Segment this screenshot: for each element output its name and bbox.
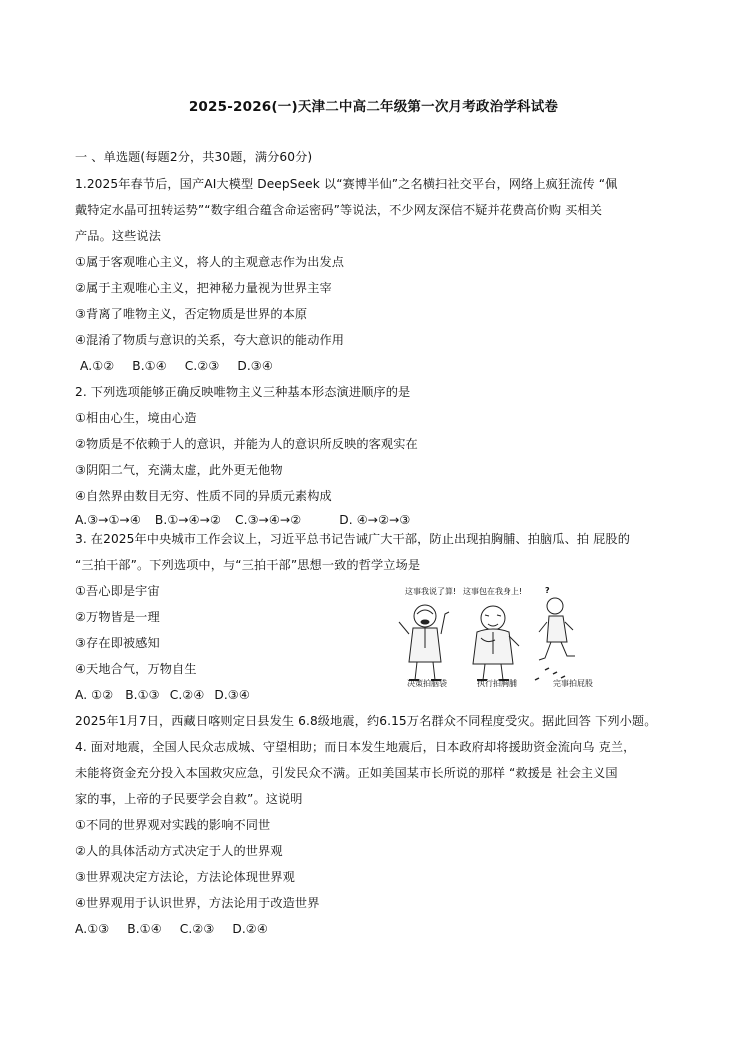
q3-stem-line2: “三拍干部”。下列选项中，与“三拍干部”思想一致的哲学立场是 [75, 558, 421, 572]
bubble-execute: 这事包在我身上! [463, 587, 523, 596]
bubble-decide: 这事我说了算! [405, 587, 457, 596]
cartoon-drawing [395, 584, 610, 690]
q4-item-2: ②人的具体活动方式决定于人的世界观 [75, 844, 283, 858]
q4-stem-line2: 未能将资金充分投入本国救灾应急，引发民众不满。正如美国某市长所说的那样 “救援是 社会主义国 [75, 766, 618, 780]
material-intro: 2025年1月7日，西藏日喀则定日县发生 6.8级地震，约6.15万名群众不同程度受灾。据此回答 下列小题。 [75, 714, 657, 728]
q2-options [75, 512, 424, 528]
q4-item-1: ①不同的世界观对实践的影响不同世 [75, 818, 271, 832]
q3-option-b: B.①③ [125, 688, 160, 702]
section-heading: 一 、单选题(每题2分，共30题，满分60分) [75, 150, 313, 164]
q3-option-c: C.②④ [169, 688, 205, 702]
q3-option-d: D.③④ [214, 688, 250, 702]
q2-item-1: ①相由心生，境由心造 [75, 411, 197, 425]
q2-stem: 2. 下列选项能够正确反映唯物主义三种基本形态演进顺序的是 [75, 385, 411, 399]
q2-option-d: D. ④→②→③ [339, 513, 411, 527]
q1-item-2: ②属于主观唯心主义，把神秘力量视为世界主宰 [75, 281, 332, 295]
q1-option-d: D.③④ [237, 359, 273, 373]
q4-option-b: B.①④ [127, 922, 162, 936]
q3-item-3: ③存在即被感知 [75, 636, 160, 650]
q2-option-c: C.③→④→② [235, 513, 302, 527]
q1-options [80, 358, 287, 374]
q4-item-3: ③世界观决定方法论，方法论体现世界观 [75, 870, 295, 884]
q1-item-3: ③背离了唯物主义，否定物质是世界的本原 [75, 307, 308, 321]
q4-option-c: C.②③ [179, 922, 215, 936]
q1-stem-line3: 产品。这些说法 [75, 229, 162, 243]
q1-option-b: B.①④ [132, 359, 167, 373]
q3-item-1: ①吾心即是宇宙 [75, 584, 160, 598]
q2-item-4: ④自然界由数目无穷、性质不同的异质元素构成 [75, 489, 332, 503]
q1-option-a: A.①② [80, 359, 115, 373]
q4-option-d: D.②④ [232, 922, 268, 936]
q2-option-a: A.③→①→④ [75, 513, 141, 527]
caption-finish: 完事拍屁股 [553, 679, 593, 688]
q4-option-a: A.①③ [75, 922, 110, 936]
three-pats-cartoon [395, 584, 610, 690]
bubble-question: ? [545, 586, 550, 595]
q3-option-a: A. ①② [75, 688, 114, 702]
q3-item-2: ②万物皆是一理 [75, 610, 160, 624]
caption-decide: 决策拍脑袋 [407, 679, 447, 688]
q3-stem-line1: 3. 在2025年中央城市工作会议上，习近平总书记告诫广大干部，防止出现拍胸脯、拍脑瓜、拍 屁股的 [75, 532, 630, 546]
q3-item-4: ④天地合气，万物自生 [75, 662, 197, 676]
exam-title: 2025-2026(一)天津二中高二年级第一次月考政治学科试卷 [188, 99, 559, 115]
q1-stem-line1: 1.2025年春节后，国产AI大模型 DeepSeek 以“赛博半仙”之名横扫社交平台，网络上疯狂流传 “佩 [75, 177, 618, 191]
q1-item-4: ④混淆了物质与意识的关系，夸大意识的能动作用 [75, 333, 345, 347]
q2-item-2: ②物质是不依赖于人的意识，并能为人的意识所反映的客观实在 [75, 437, 418, 451]
q4-options [75, 921, 282, 937]
q1-option-c: C.②③ [184, 359, 220, 373]
q2-item-3: ③阴阳二气，充满太虚，此外更无他物 [75, 463, 283, 477]
q4-stem-line1: 4. 面对地震，全国人民众志成城、守望相助；而日本发生地震后，日本政府却将援助资金流向乌 克兰， [75, 740, 636, 754]
q2-option-b: B.①→④→② [154, 513, 222, 527]
q4-item-4: ④世界观用于认识世界，方法论用于改造世界 [75, 896, 320, 910]
q4-stem-line3: 家的事，上帝的子民要学会自救”。这说明 [75, 792, 303, 806]
q1-stem-line2: 戴特定水晶可扭转运势”“数字组合蕴含命运密码”等说法，不少网友深信不疑并花费高价购 买相关 [75, 203, 603, 217]
q3-options [75, 687, 264, 703]
caption-execute: 执行拍胸脯 [477, 679, 517, 688]
q1-item-1: ①属于客观唯心主义，将人的主观意志作为出发点 [75, 255, 345, 269]
